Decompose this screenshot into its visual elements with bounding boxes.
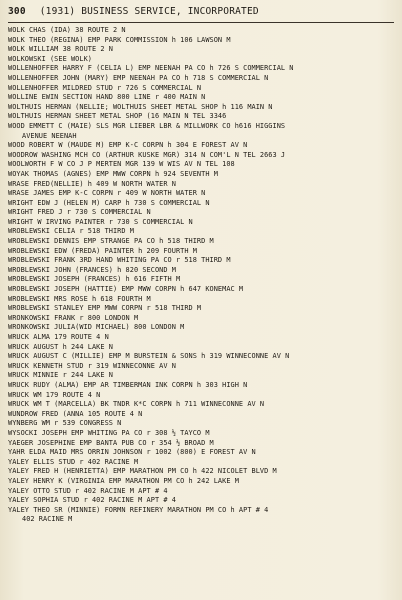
page-title: (1931) BUSINESS SERVICE, INCORPORATED: [39, 6, 259, 17]
directory-entry: WOLTHUIS HERMAN (NELLIE; WOLTHUIS SHEET METAL SHOP h 116 MAIN N: [8, 102, 273, 111]
directory-entry: WRASE JAMES EMP K-C CORPN r 409 W NORTH WATER N: [8, 189, 206, 198]
directory-entry: WRASE FRED(NELLIE) h 409 W NORTH WATER N: [8, 179, 176, 188]
directory-entry: WOOD EMMETT C (MAIE) SLS MGR LIEBER LBR & MILLWORK CO h616 HIGGINS: [8, 121, 286, 130]
directory-entry: YALEY HENRY K (VIRGINIA EMP MARATHON PM CO h 242 LAKE M: [8, 476, 239, 485]
directory-entry: WOYAK THOMAS (AGNES) EMP MWW CORPN h 924 SEVENTH M: [8, 169, 218, 178]
directory-entry: YALEY OTTO STUD r 402 RACINE M APT # 4: [8, 486, 168, 495]
directory-entry: WRUCK ALMA 179 ROUTE 4 N: [8, 333, 109, 341]
directory-entry: WROBLEWSKI CELIA r 518 THIRD M: [8, 227, 134, 236]
directory-entry: WROBLEWSKI JOHN (FRANCES) h 820 SECOND M: [8, 265, 176, 274]
directory-entry: WRONKOWSKI JULIA(WID MICHAEL) 800 LONDON M: [8, 323, 185, 332]
directory-entry: WRONKOWSKI FRANK r 800 LONDON M: [8, 313, 139, 322]
directory-entry: WROBLEWSKI FRANK 3RD HAND WHITING PA CO r 518 THIRD M: [8, 256, 231, 265]
page-header: [8, 6, 394, 20]
header-rule: [8, 22, 394, 23]
directory-entry: WRUCK AUGUST h 244 LAKE N: [8, 342, 113, 351]
directory-entry: WROBLEWSKI MRS ROSE h 618 FOURTH M: [8, 294, 151, 303]
directory-entry: YALEY FRED H (HENRIETTA) EMP MARATHON PM CO h 422 NICOLET BLVD M: [8, 467, 277, 476]
directory-entry: WYNBERG WM r 539 CONGRESS N: [8, 419, 122, 428]
directory-entry: WROBLEWSKI JOSEPH (FRANCES) h 616 FIFTH M: [8, 275, 181, 284]
directory-entry: WRIGHT FRED J r 730 S COMMERCIAL N: [8, 208, 151, 217]
directory-entry: WUNDROW FRED (ANNA 105 ROUTE 4 N: [8, 409, 143, 418]
directory-entry: WRUCK AUGUST C (MILLIE) EMP M BURSTEIN & SONS h 319 WINNECONNE AV N: [8, 352, 290, 361]
directory-entry: WROBLEWSKI DENNIS EMP STRANGE PA CO h 518 THIRD M: [8, 237, 214, 246]
directory-entry: WOLLINE EWIN SECTION HAND 800 LINE r 400 MAIN N: [8, 93, 206, 102]
directory-entry: WRUCK WM T (MARCELLA) BK TNDR K*C CORPN h 711 WINNECONNE AV N: [8, 400, 265, 409]
page-number: 300: [8, 6, 26, 17]
directory-entry: WOLK THEO (REGINA) EMP PARK COMMISSION h 106 LAWSON M: [8, 35, 231, 44]
directory-entry: AVENUE NEENAH: [22, 131, 77, 140]
directory-entry: WOLTHUIS HERMAN SHEET METAL SHOP (16 MAIN N TEL 3346: [8, 112, 227, 121]
directory-entry: WOLKOWSKI (SEE WOLK): [8, 54, 92, 63]
directory-entry: WRUCK WM 179 ROUTE 4 N: [8, 390, 101, 399]
directory-entry: WOLLENHOFFER JOHN (MARY) EMP NEENAH PA CO h 718 S COMMERCIAL N: [8, 73, 269, 82]
directory-entry: WOLLENHOFFER HARRY F (CELIA L) EMP NEENAH PA CO h 726 S COMMERCIAL N: [8, 64, 294, 73]
directory-entry: YAEGER JOSEPHINE EMP BANTA PUB CO r 354 ½ BROAD M: [8, 438, 214, 447]
directory-entry: WOLK CHAS (IDA) 38 ROUTE 2 N: [8, 26, 126, 34]
directory-listing: [8, 26, 394, 525]
directory-entry: WOLK WILLIAM 38 ROUTE 2 N: [8, 45, 113, 54]
directory-entry: WROBLEWSKI EDW (FREDA) PAINTER h 209 FOURTH M: [8, 246, 197, 255]
directory-entry: YAHR ELDA MAID MRS ORRIN JOHNSON r 1002 (800) E FOREST AV N: [8, 448, 256, 457]
directory-entry: WRUCK MINNIE r 244 LAKE N: [8, 371, 113, 380]
directory-entry: WOOD ROBERT W (MAUDE M) EMP K-C CORPN h 304 E FOREST AV N: [8, 141, 248, 150]
directory-entry: WOODROW WASHING MCH CO (ARTHUR KUSKE MGR) 314 N COM'L N TEL 2663 J: [8, 150, 286, 159]
directory-entry: YALEY ELLIS STUD r 402 RACINE M: [8, 457, 139, 466]
directory-entry: WOOLWORTH F W CO J P MERTEN MGR 139 W WIS AV N TEL 108: [8, 160, 235, 169]
directory-entry: WRIGHT W IRVING PAINTER r 730 S COMMERCIAL N: [8, 217, 193, 226]
directory-entry: WRIGHT EDW J (HELEN M) CARP h 730 S COMMERCIAL N: [8, 198, 210, 207]
directory-entry: WRUCK RUDY (ALMA) EMP AR TIMBERMAN INK CORPN h 303 HIGH N: [8, 380, 248, 389]
directory-entry: WYSOCKI JOSEPH EMP WHITING PA CO r 308 ½ TAYCO M: [8, 428, 210, 437]
directory-entry: YALEY THEO SR (MINNIE) FORMN REFINERY MARATHON PM CO h APT # 4: [8, 505, 269, 514]
directory-entry: YALEY SOPHIA STUD r 402 RACINE M APT # 4: [8, 496, 176, 505]
directory-entry: WROBLEWSKI STANLEY EMP MWW CORPN r 518 THIRD M: [8, 304, 202, 313]
directory-entry: WROBLEWSKI JOSEPH (HATTIE) EMP MWW CORPN h 647 KONEMAC M: [8, 285, 244, 294]
directory-entry: WRUCK KENNETH STUD r 319 WINNECONNE AV N: [8, 361, 176, 370]
directory-entry: WOLLENHOFFER MILDRED STUD r 726 S COMMERCIAL N: [8, 83, 202, 92]
directory-entry: 402 RACINE M: [22, 515, 73, 524]
